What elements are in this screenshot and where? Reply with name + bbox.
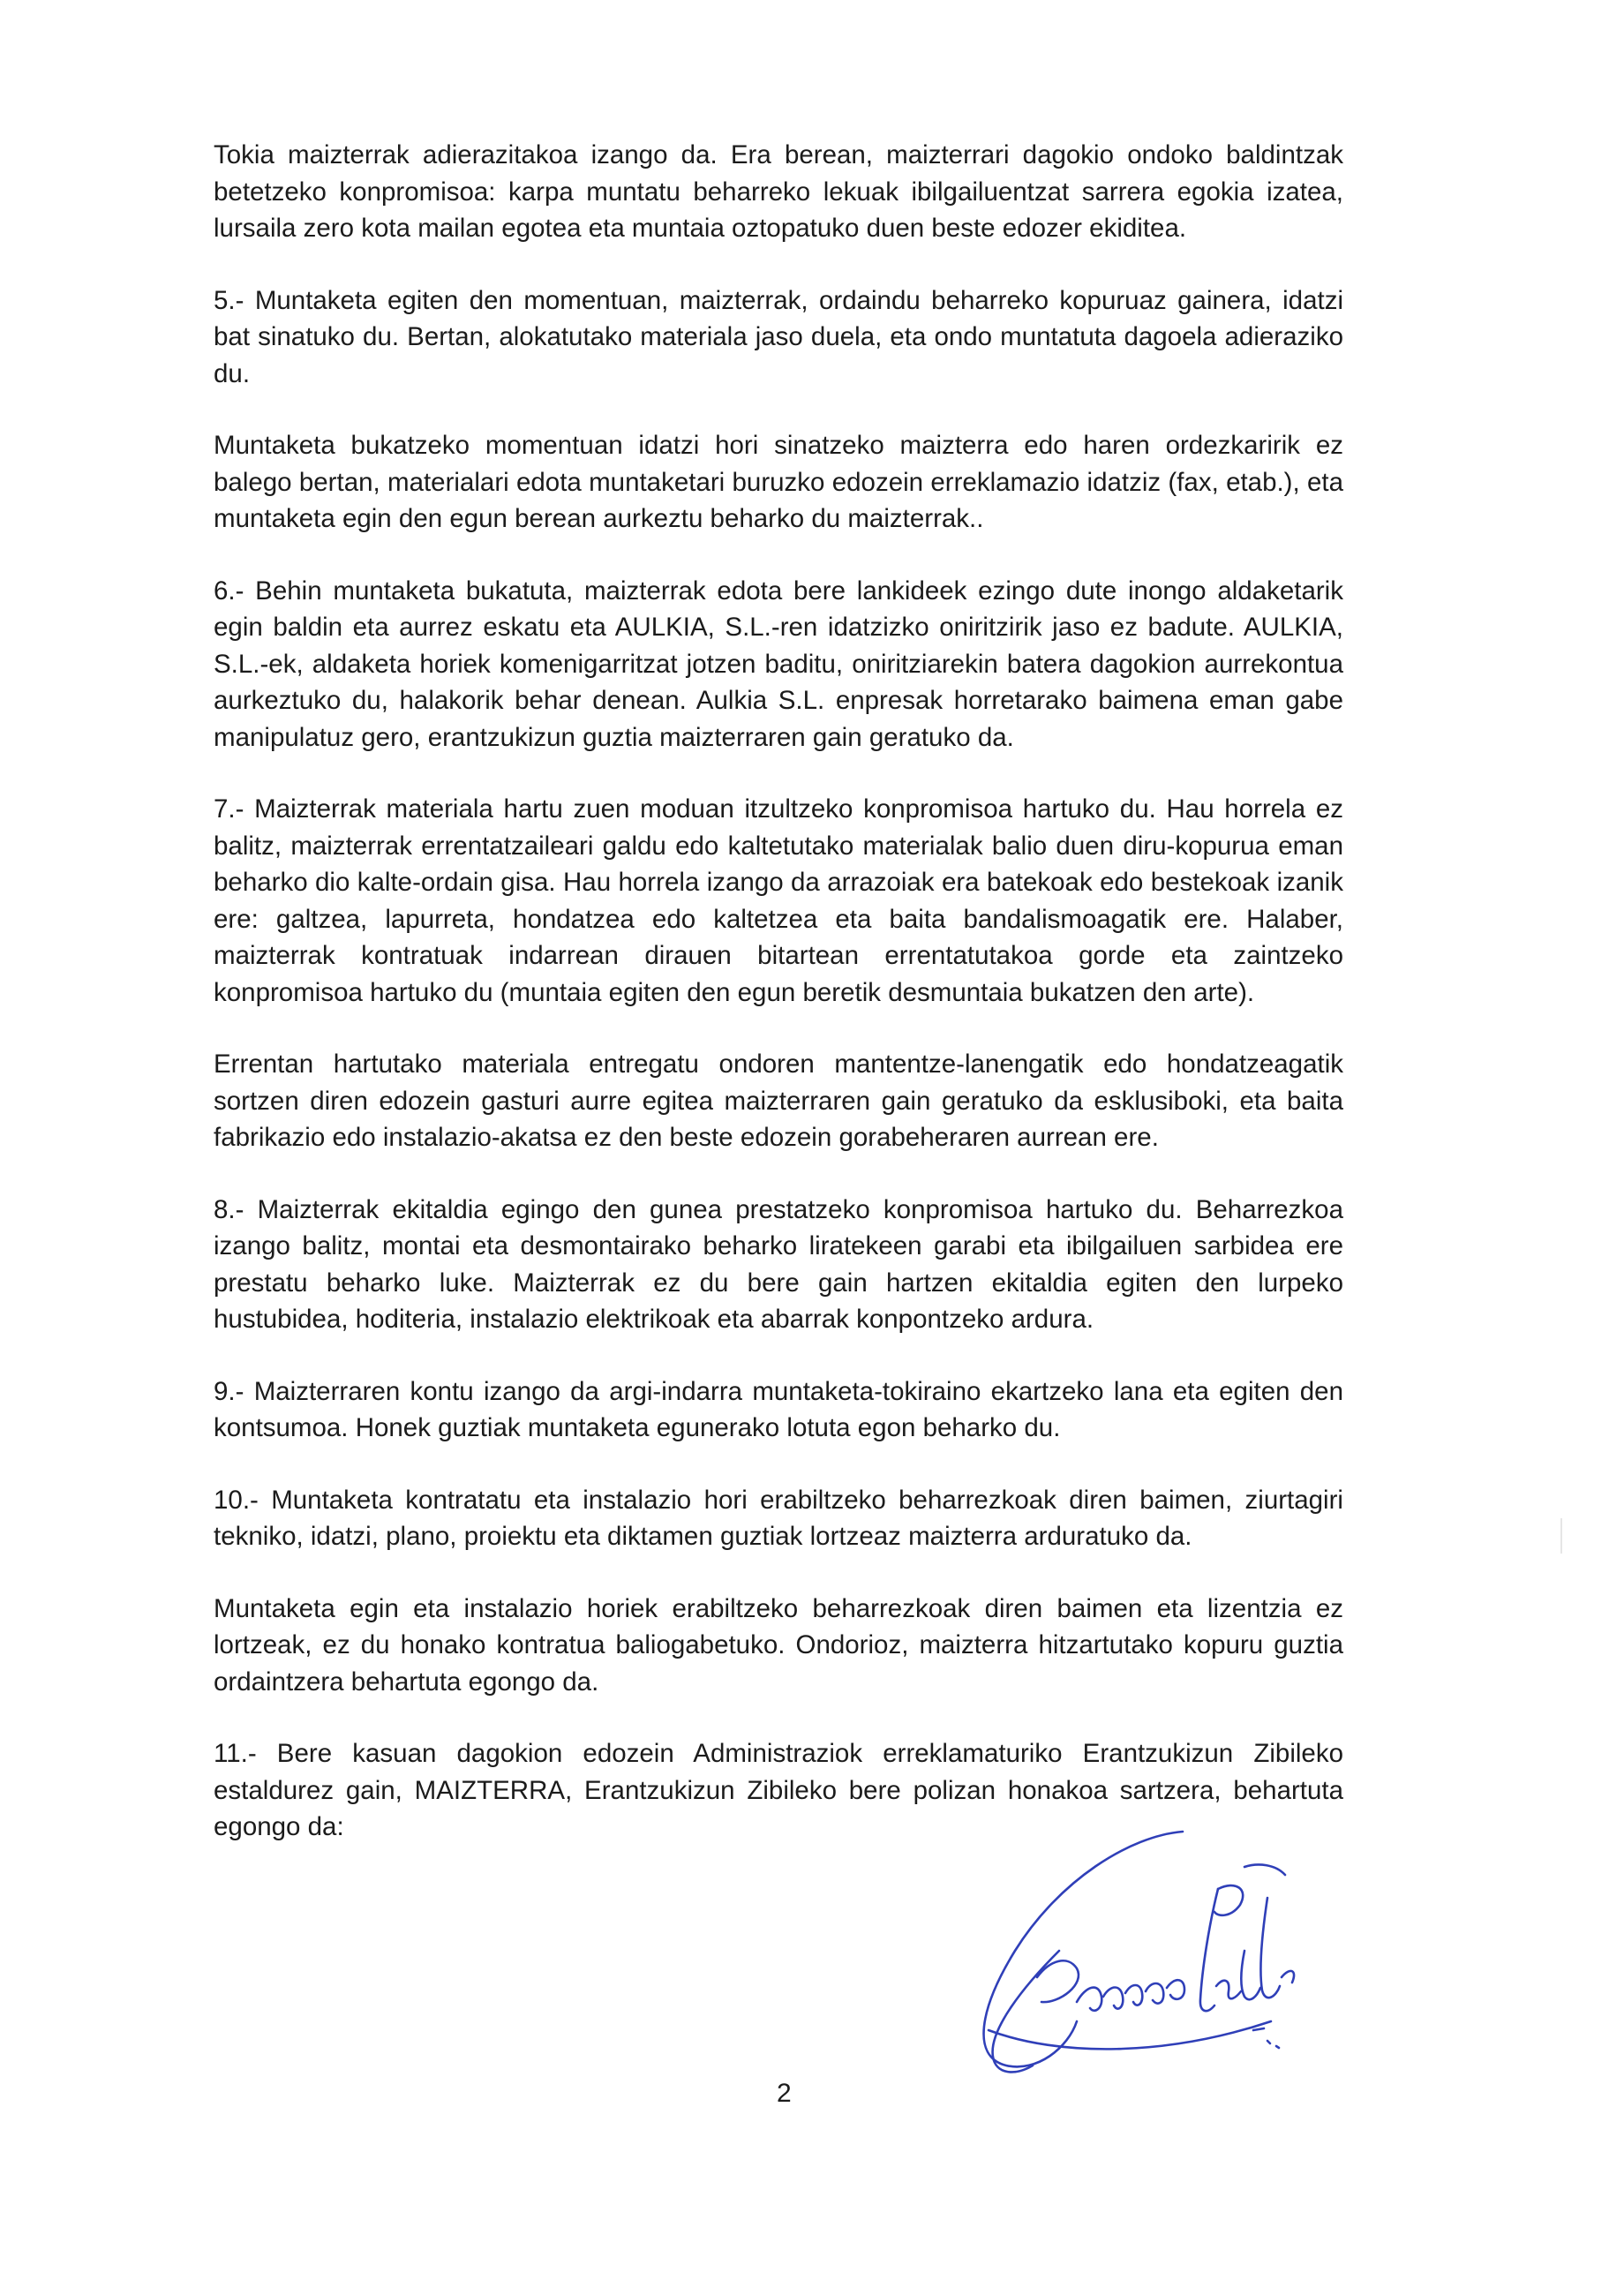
paragraph-clause-8: 8.- Maizterrak ekitaldia egingo den gunea prestatzeko konpromisoa hartuko du. Beharrezkoa izango balitz, montai eta desmontairako beharko liratekeen garabi eta ibilgailuen sarbidea ere prestatu beharko luke. Maizterrak ez du bere gain hartzen ekitaldia egiten den lurpeko hustubidea, hoditeria, instalazio elektrikoak eta abarrak konpontzeko ardura. [214,1194,1343,1334]
page-number: 2 [777,2079,792,2108]
paragraph-clause-5-cont: Muntaketa bukatzeko momentuan idatzi hori sinatzeko maizterra edo haren ordezkaririk ez balego bertan, materialari edota muntaketari buruzko edozein erreklamazio idatziz (fax, etab.), eta muntaketa egin den egun berean aurkeztu beharko du maizterrak.. [214,431,1343,533]
paragraph-clause-10: 10.- Muntaketa kontratatu eta instalazio hori erabiltzeko beharrezkoak diren baimen, ziurtagiri tekniko, idatzi, plano, proiektu eta diktamen guztiak lortzeaz maizterra arduratuko da. [214,1485,1343,1551]
paragraph-clause-7-cont: Errentan hartutako materiala entregatu ondoren mantentze-lanengatik edo hondatzeagatik sortzen diren edozein gasturi aurre egitea maizterraren gain geratuko da esklusiboki, eta baita fabrikazio edo instalazio-akatsa ez den beste edozein gorabeheraren aurrean ere. [214,1050,1343,1152]
document-body [214,137,1343,1881]
paragraph-intro: Tokia maizterrak adierazitakoa izango da. Era berean, maizterrari dagokio ondoko baldintzak betetzeko konpromisoa: karpa muntatu beharreko lekuak ibilgailuentzat sarrera egokia izatea, lursaila zero kota mailan egotea eta muntaia oztopatuko duen beste edozer ekiditea. [214,140,1343,243]
paragraph-clause-5: 5.- Muntaketa egiten den momentuan, maizterrak, ordaindu beharreko kopuruaz gainera, idatzi bat sinatuko du. Bertan, alokatutako materiala jaso duela, eta ondo muntatuta dagoela adieraziko du. [214,285,1343,388]
paragraph-clause-10-cont: Muntaketa egin eta instalazio horiek erabiltzeko beharrezkoak diren baimen eta lizentzia ez lortzeak, ez du honako kontratua baliogabetuko. Ondorioz, maizterra hitzartutako kopuru guztia ordaintzera behartuta egongo da. [214,1593,1343,1697]
paragraph-clause-7: 7.- Maizterrak materiala hartu zuen moduan itzultzeko konpromisoa hartuko du. Hau horrela ez balitz, maizterrak errentatzaileari galdu edo kaltetutako materialak balio duen diru-kopurua eman beharko dio kalte-ordain gisa. Hau horrela izango da arrazoiak era batekoak edo bestekoak izanik ere: galtzea, lapurreta, hondatzea edo kaltetzea eta baita bandalismoagatik ere. Halaber, maizterrak kontratuak indarrean dirauen bitartean errentatutakoa gorde eta zaintzeko konpromisoa hartuko du (muntaia egiten den egun beretik desmuntaia bukatzen den arte). [214,794,1343,1007]
paragraph-clause-9: 9.- Maizterraren kontu izango da argi-indarra muntaketa-tokiraino ekartzeko lana eta egiten den kontsumoa. Honek guztiak muntaketa egunerako lotuta egon beharko du. [214,1376,1343,1442]
paragraph-clause-11: 11.- Bere kasuan dagokion edozein Administraziok erreklamaturiko Erantzukizun Zibileko estaldurez gain, MAIZTERRA, Erantzukizun Zibileko bere polizan honakoa sartzera, behartuta egongo da: [214,1739,1343,1841]
handwritten-signature [953,1765,1297,2118]
scan-artifact [1560,1518,1562,1554]
paragraph-clause-6: 6.- Behin muntaketa bukatuta, maizterrak edota bere lankideek ezingo dute inongo aldaketarik egin baldin eta aurrez eskatu eta AULKIA, S.L.-ren idatzizko oniritzirik jaso ez badute. AULKIA, S.L.-ek, aldaketa horiek komenigarritzat jotzen baditu, oniritziarekin batera dagokion aurrekontua aurkeztuko du, halakorik behar denean. Aulkia S.L. enpresak horretarako baimena eman gabe manipulatuz gero, erantzukizun guztia maizterraren gain geratuko da. [214,576,1343,752]
